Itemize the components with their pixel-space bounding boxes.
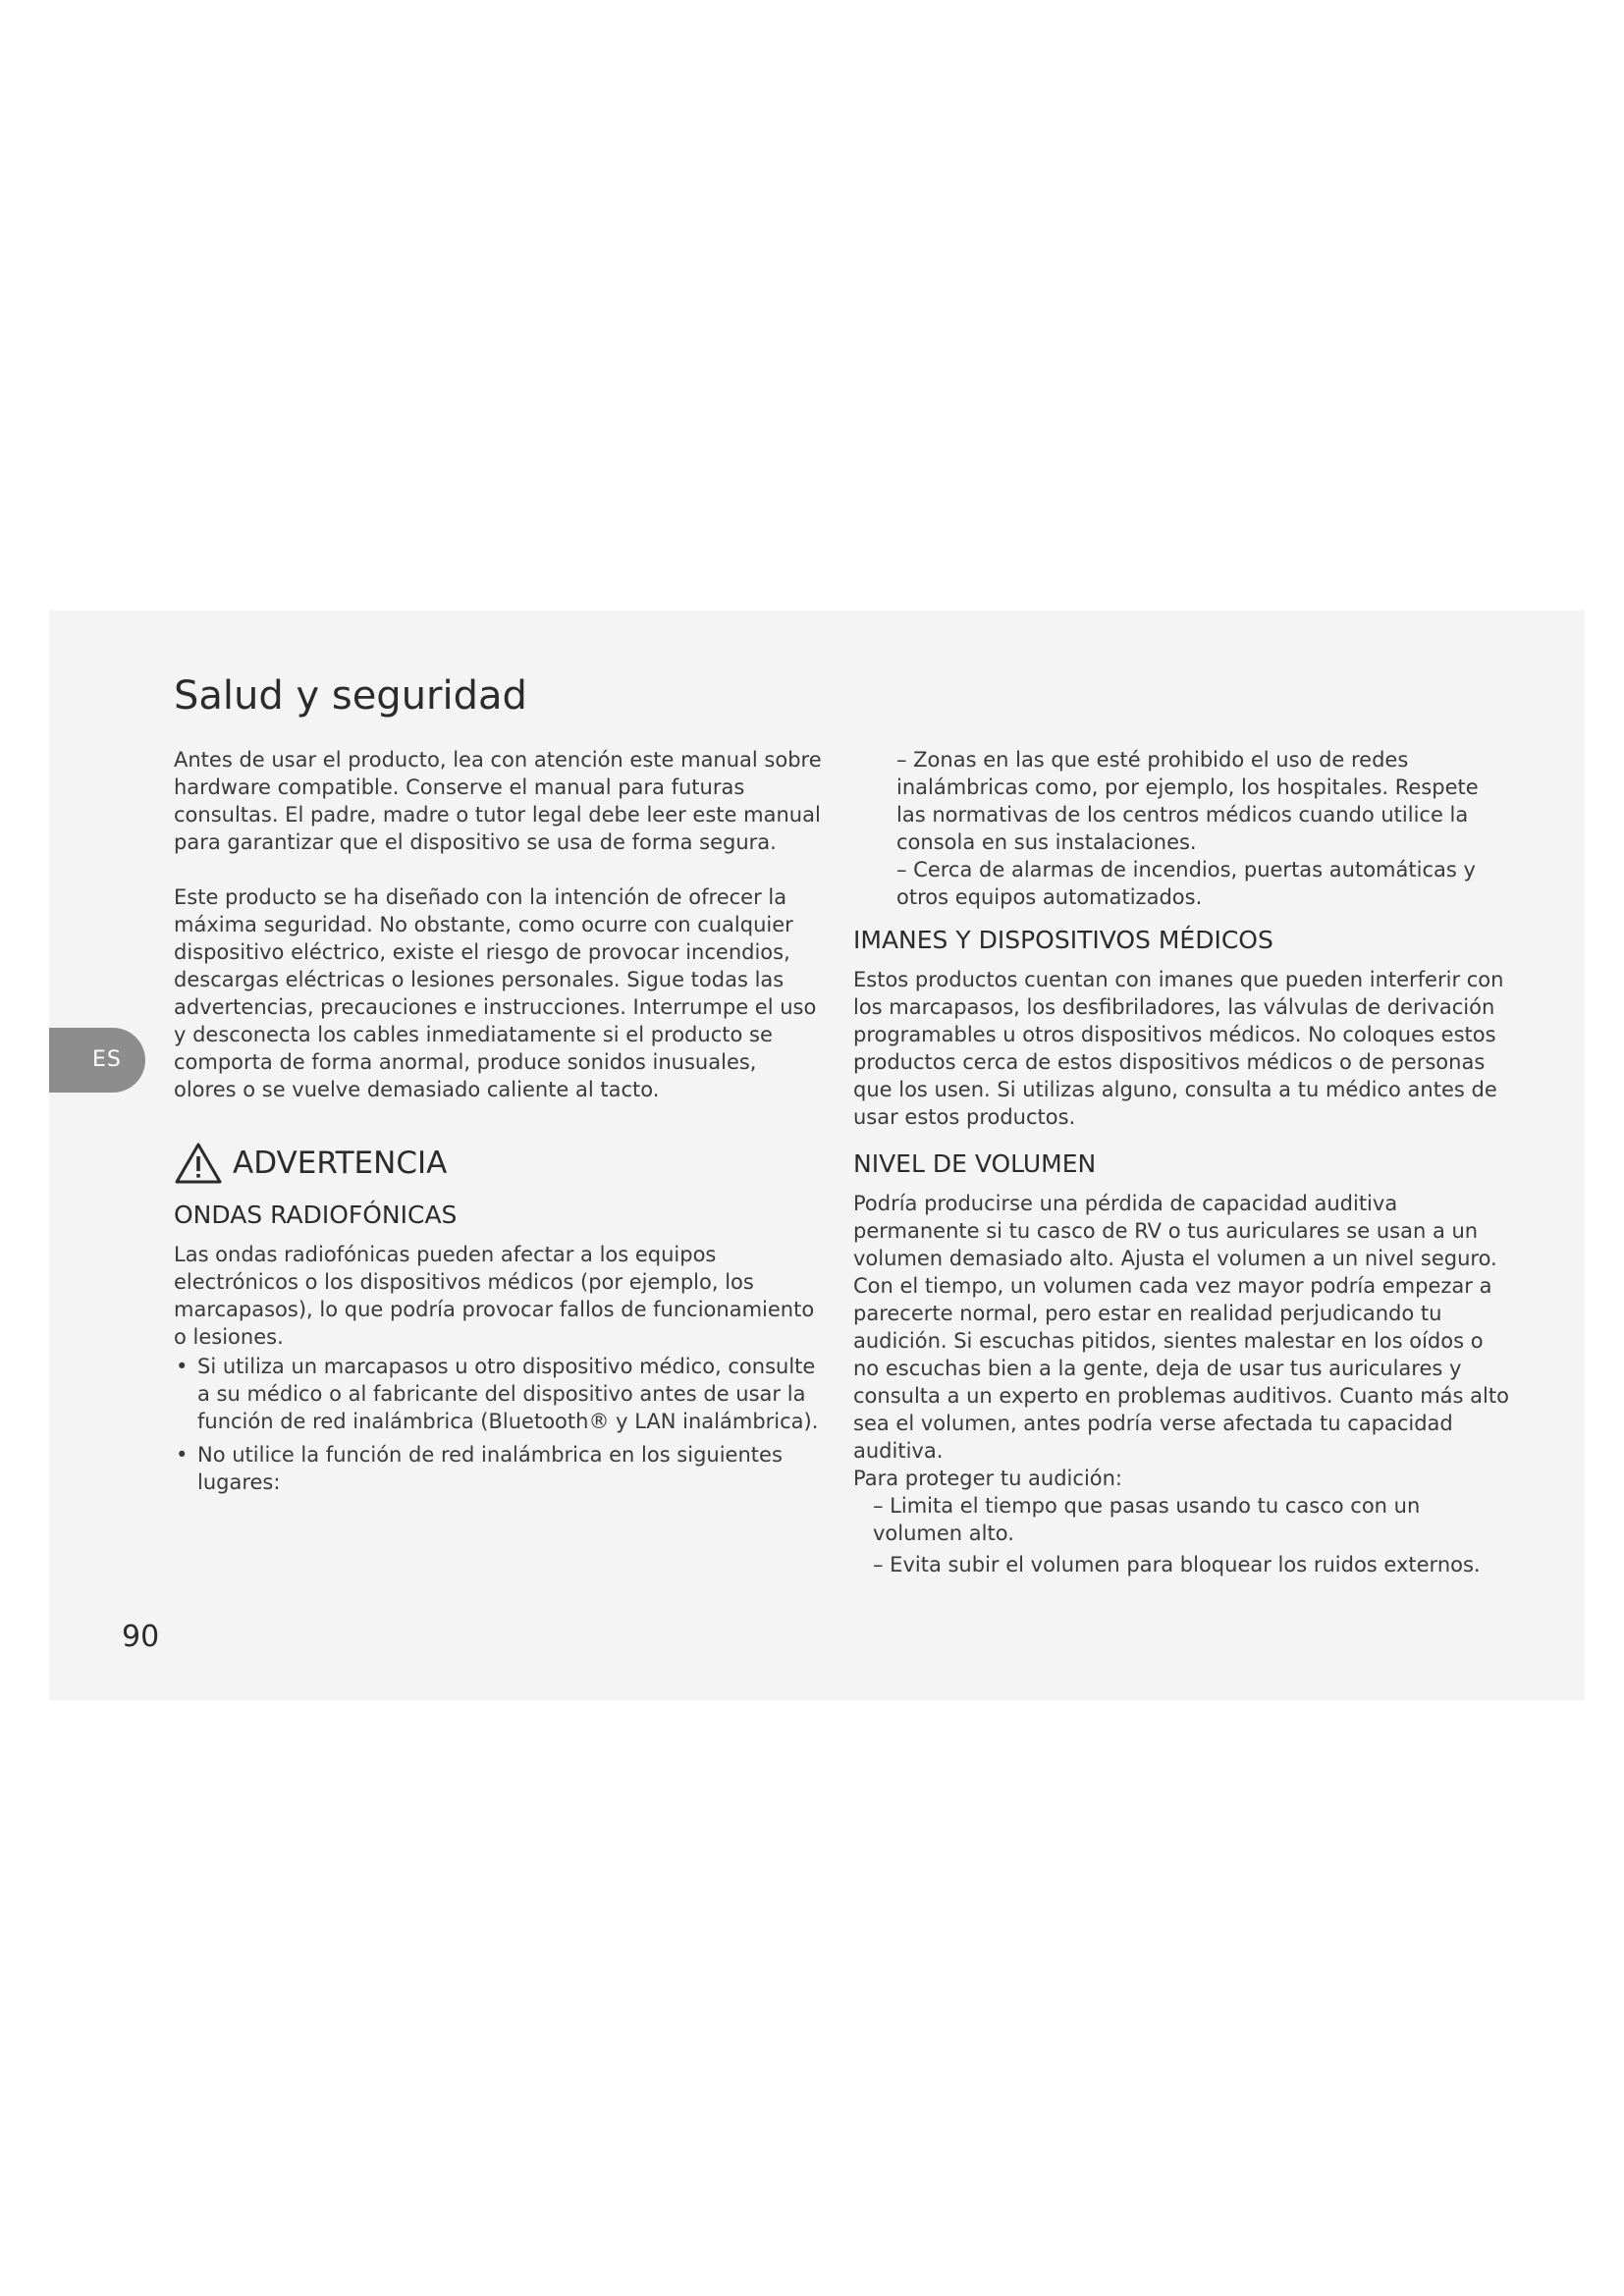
magnets-paragraph: Estos productos cuentan con imanes que pueden interferir con los marcapasos, los desfibriladores, las válvulas de derivación programables u otros dispositivos médicos. No coloques estos productos cerca de estos dispositivos médicos o de personas que los usen. Si utilizas alguno, consulta a tu médico antes de usar estos productos. — [853, 968, 1504, 1129]
protect-list — [853, 1492, 1511, 1578]
warning-label: ADVERTENCIA — [233, 1146, 448, 1181]
list-item: • Si utiliza un marcapasos u otro dispositivo médico, consulte a su médico o al fabricante del dispositivo antes de usar la función de red inalámbrica (Bluetooth® y LAN inalámbrica). — [174, 1353, 822, 1435]
intro-paragraph-2: Este producto se ha diseñado con la intención de ofrecer la máxima seguridad. No obstante, como ocurre con cualquier dispositivo eléctrico, existe el riesgo de provocar incendios, descargas eléctricas o lesiones personales. Sigue todas las advertencias, precauciones e instrucciones. Interrumpe el uso y desconecta los cables inmediatamente si el producto se comporta de forma anormal, produce sonidos inusuales, olores o se vuelve demasiado caliente al tacto. — [174, 885, 817, 1101]
left-column — [174, 746, 822, 1502]
page-title: Salud y seguridad — [174, 673, 527, 719]
list-item: – Evita subir el volumen para bloquear los ruidos externos. — [873, 1553, 1481, 1576]
places-list — [853, 746, 1511, 911]
radio-heading: ONDAS RADIOFÓNICAS — [174, 1201, 458, 1229]
list-item: • No utilice la función de red inalámbrica en los siguientes lugares: — [174, 1441, 822, 1496]
magnets-heading: IMANES Y DISPOSITIVOS MÉDICOS — [853, 926, 1273, 954]
language-tab: ES — [49, 1028, 145, 1093]
intro-paragraph-1: Antes de usar el producto, lea con atención este manual sobre hardware compatible. Conserve el manual para futuras consultas. El padre, madre o tutor legal debe leer este manual para garantizar que el dispositivo se usa de forma segura. — [174, 748, 822, 854]
right-column — [853, 746, 1511, 1582]
warning-triangle-icon — [174, 1142, 223, 1185]
list-item: – Zonas en las que esté prohibido el uso de redes inalámbricas como, por ejemplo, los hospitales. Respete las normativas de los centros médicos cuando utilice la consola en sus instalaciones. — [896, 748, 1479, 854]
volume-heading: NIVEL DE VOLUMEN — [853, 1149, 1097, 1178]
protect-intro: Para proteger tu audición: — [853, 1467, 1123, 1490]
warning-header — [174, 1141, 822, 1186]
list-item: – Cerca de alarmas de incendios, puertas automáticas y otros equipos automatizados. — [896, 858, 1476, 909]
list-item: – Limita el tiempo que pasas usando tu casco con un volumen alto. — [873, 1494, 1421, 1545]
radio-paragraph: Las ondas radiofónicas pueden afectar a los equipos electrónicos o los dispositivos médicos (por ejemplo, los marcapasos), lo que podría provocar fallos de funcionamiento o lesiones. — [174, 1243, 815, 1349]
radio-bullet-list — [174, 1353, 822, 1496]
page-number: 90 — [122, 1620, 160, 1654]
volume-paragraph: Podría producirse una pérdida de capacidad auditiva permanente si tu casco de RV o tus auriculares se usan a un volumen demasiado alto. Ajusta el volumen a un nivel seguro. Con el tiempo, un volumen cada vez mayor podría empezar a parecerte normal, pero estar en realidad perjudicando tu audición. Si escuchas pitidos, sientes malestar en los oídos o no escuchas bien a la gente, deja de usar tus auriculares y consulta a un experto en problemas auditivos. Cuanto más alto sea el volumen, antes podría verse afectada tu capacidad auditiva. — [853, 1192, 1509, 1463]
